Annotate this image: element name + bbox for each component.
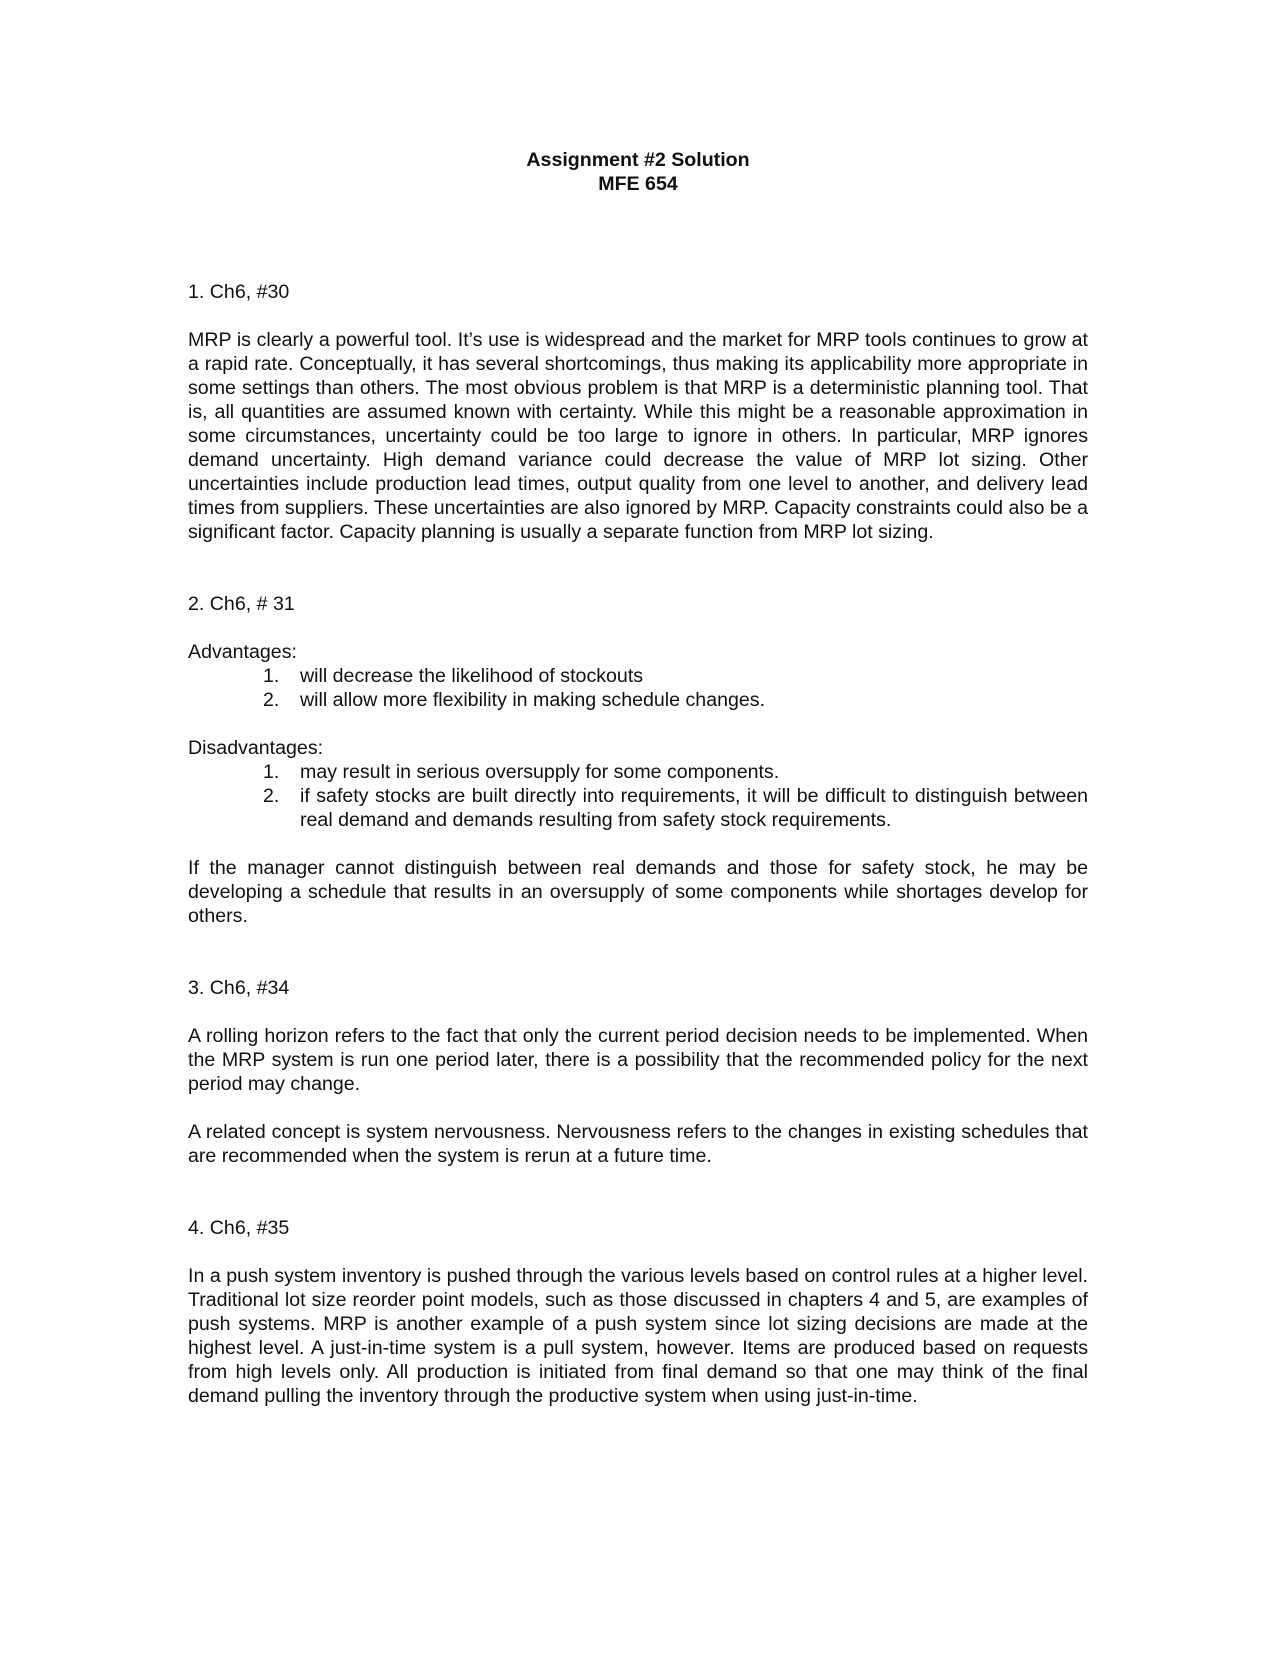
question-4-section xyxy=(188,1216,1088,1408)
question-3-paragraph-1: A rolling horizon refers to the fact that only the current period decision needs to be implemented. When the MRP system is run one period later, there is a possibility that the recommended policy for the next period may change. xyxy=(188,1025,1088,1095)
question-3-section xyxy=(188,976,1088,1168)
question-1-answer: MRP is clearly a powerful tool. It’s use is widespread and the market for MRP tools continues to grow at a rapid rate. Conceptually, it has several shortcomings, thus making its applicability more appropriate in some settings than others. The most obvious problem is that MRP is a deterministic planning tool. That is, all quantities are assumed known with certainty. While this might be a reasonable approximation in some circumstances, uncertainty could be too large to ignore in others. In particular, MRP ignores demand uncertainty. High demand variance could decrease the value of MRP lot sizing. Other uncertainties include production lead times, output quality from one level to another, and delivery lead times from suppliers. These uncertainties are also ignored by MRP. Capacity constraints could also be a significant factor. Capacity planning is usually a separate function from MRP lot sizing. xyxy=(188,329,1088,543)
list-item xyxy=(188,688,1088,712)
list-item-number: 2. xyxy=(263,689,280,711)
question-2-heading: 2. Ch6, # 31 xyxy=(188,593,295,615)
list-item xyxy=(188,664,1088,688)
disadvantages-list xyxy=(188,760,1088,832)
advantages-label: Advantages: xyxy=(188,641,297,663)
list-item-number: 1. xyxy=(263,665,280,687)
title-block xyxy=(188,148,1088,196)
question-3-paragraph-2: A related concept is system nervousness. Nervousness refers to the changes in existing schedules that are recommended when the system is rerun at a future time. xyxy=(188,1121,1088,1167)
list-item-text: will allow more flexibility in making schedule changes. xyxy=(300,689,766,711)
question-4-heading: 4. Ch6, #35 xyxy=(188,1217,290,1239)
list-item xyxy=(188,784,1088,832)
advantages-list xyxy=(188,664,1088,712)
question-1-section xyxy=(188,280,1088,544)
list-item-number: 2. xyxy=(263,785,280,807)
list-item-text: will decrease the likelihood of stockouts xyxy=(300,665,644,687)
list-item-text: if safety stocks are built directly into requirements, it will be difficult to distinguish between real demand and demands resulting from safety stock requirements. xyxy=(300,785,1088,831)
question-2-conclusion: If the manager cannot distinguish between real demands and those for safety stock, he may be developing a schedule that results in an oversupply of some components while shortages develop for others. xyxy=(188,857,1088,927)
list-item-number: 1. xyxy=(263,761,280,783)
list-item-text: may result in serious oversupply for some components. xyxy=(300,761,780,783)
question-2-section xyxy=(188,592,1088,928)
course-code: MFE 654 xyxy=(598,173,678,195)
question-3-heading: 3. Ch6, #34 xyxy=(188,977,290,999)
document-title: Assignment #2 Solution xyxy=(526,149,750,171)
document-content xyxy=(188,148,1088,1408)
disadvantages-label: Disadvantages: xyxy=(188,737,324,759)
question-1-heading: 1. Ch6, #30 xyxy=(188,281,290,303)
list-item xyxy=(188,760,1088,784)
question-4-answer: In a push system inventory is pushed through the various levels based on control rules at a higher level. Traditional lot size reorder point models, such as those discussed in chapters 4 and 5, are examples of push systems. MRP is another example of a push system since lot sizing decisions are made at the highest level. A just-in-time system is a pull system, however. Items are produced based on requests from high levels only. All production is initiated from final demand so that one may think of the final demand pulling the inventory through the productive system when using just-in-time. xyxy=(188,1265,1088,1407)
